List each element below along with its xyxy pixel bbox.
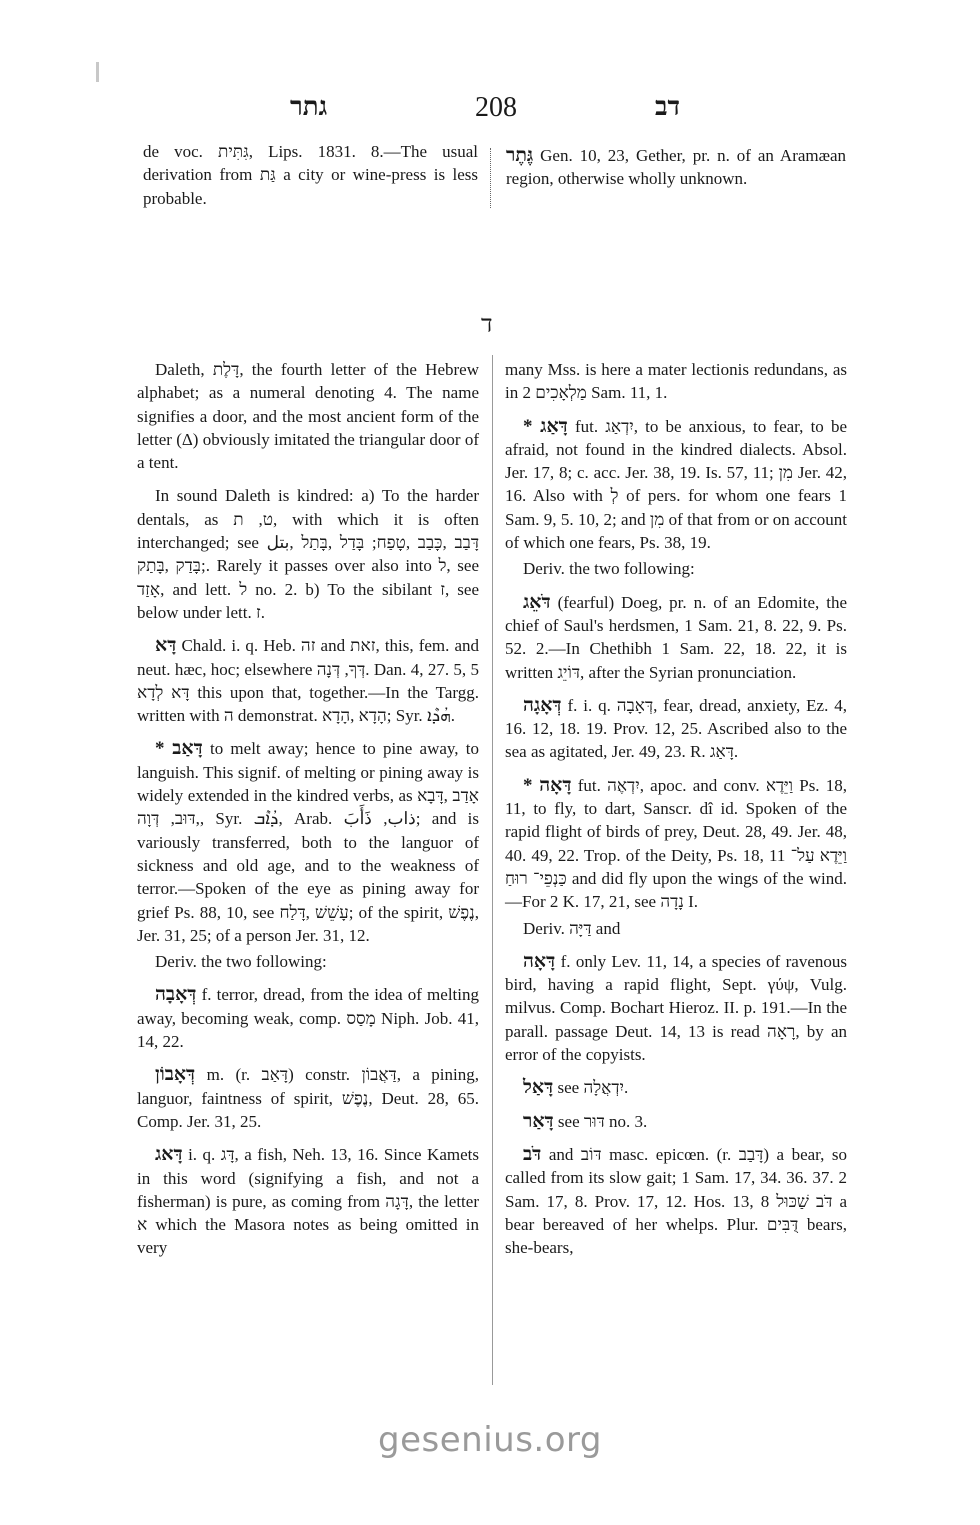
- entry-deabah: [137, 983, 479, 1053]
- top-right-entry: [506, 144, 846, 191]
- entry-doeg: [505, 591, 847, 684]
- entry-daar: [505, 1110, 847, 1133]
- headword: דְּאָבוֹן: [155, 1064, 196, 1086]
- entry-daah-bird: [505, 950, 847, 1066]
- entry-text: (fearful) Doeg, pr. n. of an Edomite, the chief of Saul's herdsmen, 1 Sam. 21, 8. 22, 9. Ps. 52. 2.—In Chethibh 1 Sam. 22, 18. 22, it is written דּוֹיֵג, after the Syrian pronunciation.: [505, 592, 848, 682]
- headword: דָּאג: [155, 1144, 183, 1166]
- scan-mark: [96, 62, 99, 82]
- derivation-note: Deriv. the two following:: [155, 952, 327, 972]
- entry-text: m. (r. דָּאַב) constr. דַּאֲבוֹן, a pining, languor, faintness of spirit, נֶפֶשׁ, Deut. 28, 65. Comp. Jer. 31, 25.: [137, 1065, 480, 1131]
- entry-continuation: many Mss. is here a mater lectionis redundans, as in מַלְאָכִים 2 Sam. 11, 1.: [505, 360, 847, 403]
- section-letter: ד: [481, 312, 493, 338]
- entry-daag: [505, 415, 847, 555]
- entry-deagah: [505, 694, 847, 764]
- entry-dob: [505, 1143, 847, 1259]
- entry-text: f. i. q. דְּאָבָה, fear, dread, anxiety, Ez. 4, 16. 12, 18. 19. Prov. 12, 25. Ascribed also to the sea as agitated, Jer. 49, 23. R. דָּאַג.: [505, 695, 847, 762]
- entry-text: f. only Lev. 11, 14, a species of ravenous bird, having a rapid flight, Sept. γύψ, Vulg. milvus. Comp. Bochart Hieroz. II. p. 191.—In the parall. passage Deut. 14, 13 is read רָאָה, by an error of the copyists.: [505, 951, 848, 1065]
- headword: * דָּאַג: [523, 415, 568, 437]
- running-head-right: דב: [655, 92, 681, 121]
- top-left-entry: de voc. גִּתִּית, Lips. 1831. 8.—The usual derivation from גַּת a city or wine-press is less probable.: [143, 142, 479, 208]
- column-divider: [492, 355, 493, 1385]
- entry-text: see יִדְאֲלָה.: [557, 1078, 629, 1098]
- headword: דְּאָבָה: [155, 984, 197, 1006]
- headword: גֶּתֶר: [506, 145, 534, 166]
- headword: דֹּב: [523, 1143, 542, 1165]
- headword: דָּאַל: [523, 1077, 554, 1099]
- left-column: [137, 358, 479, 1270]
- headword: דְּאָגָה: [523, 694, 562, 716]
- entry-text: fut. יִדְאַג, to be anxious, to fear, to be afraid, not found in the kindred dialects. Absol. Jer. 17, 8; c. acc. Jer. 38, 19. Is. 57, 11; מִן Jer. 42, 16. Also with לְ of pers. for whom one fears 1 Sam. 9, 5. 10, 2; and מִן of that from or on account of which one fears, Ps. 38, 19.: [505, 416, 848, 553]
- entry-dael: [505, 1076, 847, 1099]
- derivation-note: Deriv. the two following:: [523, 559, 695, 579]
- entry-text: Gen. 10, 23, Gether, pr. n. of an Aramæan region, otherwise wholly unknown.: [506, 146, 847, 189]
- headword: דָּאַר: [523, 1110, 554, 1132]
- entry-deabon: [137, 1063, 479, 1133]
- entry-text: and דּוֹב masc. epicœn. (r. דָּבַב) a bear, so called from its slow gait; 1 Sam. 17, 34. 36. 37. 2 Sam. 17, 8. Prov. 17, 12. Hos. 13, 8 דֹּב שַׁכּוּל a bear bereaved of her whelps. Plur. דֻּבִּים bears, she-bears,: [505, 1144, 848, 1258]
- entry-text: i. q. דָּג, a fish, Neh. 13, 16. Since Kamets in this word (signifying a fish, and not a fisherman) is pure, as coming from דָּגָה, the letter א which the Masora notes as being omitted in very: [137, 1145, 479, 1258]
- entry-daleth: Daleth, דָּלֶת, the fourth letter of the Hebrew alphabet; as a numeral denoting 4. The name signifies a door, and the most ancient form of the letter (Δ) obviously imitated the triangular door of a tent.: [137, 360, 479, 473]
- entry-text: see דּוּר no. 3.: [557, 1111, 648, 1131]
- column-divider-top: [490, 148, 491, 208]
- page-number: 208: [475, 92, 517, 123]
- entry-text: fut. יִדְאֶה, apoc. and conv. וַיֵּדֶא Ps. 18, 11, to fly, to dart, Sanscr. dî id. Spoken of the rapid flight of birds of prey, Deut. 28, 49. Jer. 48, 40. 49, 22. Trop. of the Deity, Ps. 18, 11 וַיֵּדֶא עַל־ כַּנְפֵי־ רוּחַ and did fly upon the wings of the wind.—For 2 K. 17, 21, see נָדָה I.: [505, 775, 848, 912]
- running-head-left: גתר: [290, 92, 328, 121]
- headword: דָּאָה: [523, 950, 556, 972]
- entry-text: to melt away; hence to pine away, to languish. This signif. of melting or pining away is widely extended in the kindred verbs, as אָדַב ,דָּבָא ,דּוּב, דְּוָה, Syr. ܕܳܐܶܒ, Arab. ذاب, ذَأَبَ; and is variously transferred, both to the languor of sickness and old age, and to the weakness of terror.—Spoken of the eye as pining away for grief Ps. 88, 10, see עָשֵׁשׁ ,דָּלַח; of the spirit, נֶפֶשׁ, Jer. 31, 25; of a person Jer. 31, 12.: [137, 739, 479, 945]
- derivation-note: Deriv. דַּיָּה and: [523, 918, 621, 938]
- entry-da: [137, 634, 479, 727]
- entry-text: f. terror, dread, from the idea of melting away, becoming weak, comp. מָסַס Niph. Job. 41, 14, 22.: [137, 985, 479, 1052]
- watermark: gesenius.org: [378, 1420, 602, 1460]
- headword: * דָּאָה: [523, 774, 572, 796]
- headword: דֹּאֵג: [523, 591, 551, 613]
- entry-daah: [505, 774, 847, 914]
- entry-text: Chald. i. q. Heb. זה and זאת, this, fem. and neut. hæc, hoc; elsewhere דְּךָ, דְּנָה. Dan. 4, 27. 5, 5 דָּא לְדָא this upon that, together.—In the Targg. written with ה demonstrat. הָדָא ,הָדָא; Syr. ܗܳܕܶܐ.: [137, 636, 480, 726]
- entry-daleth-sound: In sound Daleth is kindred: a) To the harder dentals, as ט, ת, with which it is often interchanged; see דָּבַב ,כָּבַב ,טָפַח; בָּדַל ,בָּתַל ,بتل ;בָּדַק ,בָּתַק. Rarely it passes over also into ל, see אָזַד, and lett. ל no. 2. b) To the sibilant ז, see below under lett. ז.: [137, 486, 480, 622]
- right-column: [505, 358, 847, 1269]
- entry-daab: [137, 737, 479, 947]
- headword: דָּא: [155, 635, 177, 657]
- headword: * דָּאַב: [155, 738, 203, 760]
- entry-dag: [137, 1143, 479, 1259]
